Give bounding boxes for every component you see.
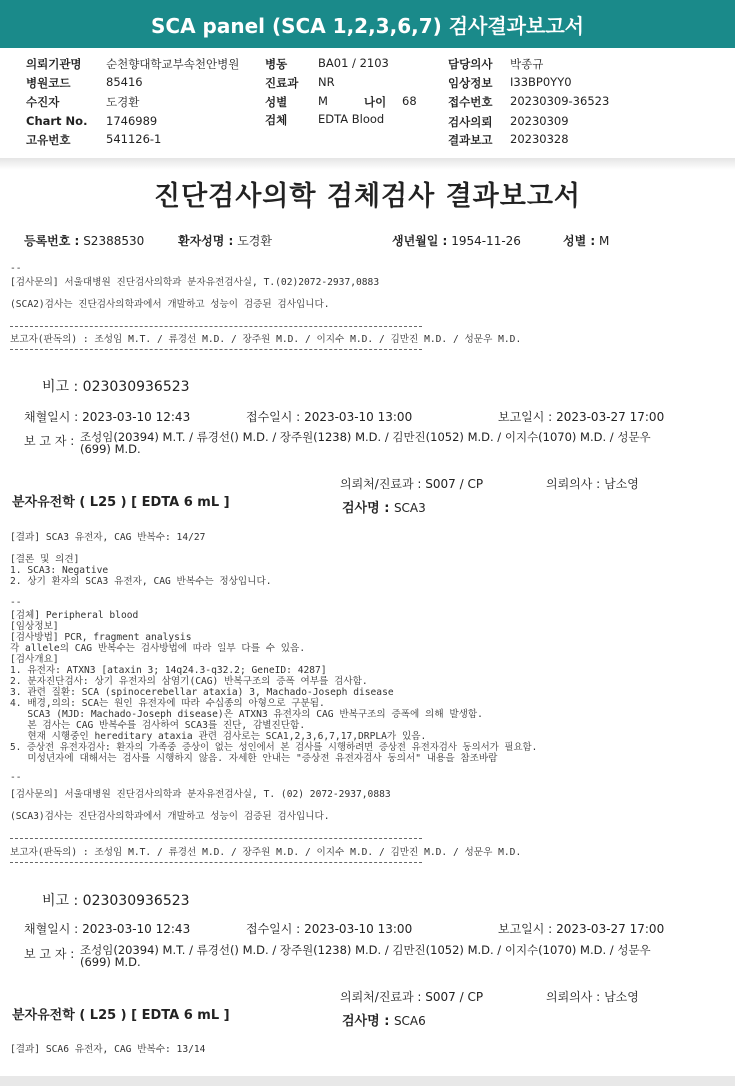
section-title: 분자유전학 ( L25 ) [ EDTA 6 mL ]: [12, 1008, 230, 1023]
separator-dash: --: [10, 772, 22, 783]
chart-label: Chart No.: [26, 114, 88, 128]
banner-title: SCA panel (SCA 1,2,3,6,7) 검사결과보고서: [151, 13, 584, 38]
patient-sex-label: 성별 :: [563, 234, 596, 248]
dashed-rule: [10, 326, 422, 327]
accno-value: 20230309-36523: [510, 94, 610, 108]
patient-sex: [563, 232, 609, 249]
referral-label: 의뢰처/진료과 :: [340, 990, 422, 1004]
reporter-line-1: 조성임(20394) M.T. / 류경선() M.D. / 장주원(1238) M.D. / 김만진(1052) M.D. / 이지수(1070) M.D. / 성문우: [80, 943, 651, 957]
reporter-label: 보 고 자 :: [24, 947, 75, 961]
registration-value: S2388530: [83, 234, 145, 248]
summary-5b: 미성년자에 대해서는 검사를 시행하지 않음. 자세한 안내는 "증상전 유전자검사 동의서" 내용을 참조바람: [10, 753, 498, 764]
page-divider: [0, 158, 735, 170]
dept-value: NR: [318, 75, 335, 89]
doctor-label: 담당의사: [448, 57, 493, 71]
dob-label: 생년월일 :: [392, 234, 448, 248]
patient-label: 수진자: [26, 95, 60, 109]
receive-label: 접수일시 :: [246, 922, 301, 936]
ward-label: 병동: [265, 57, 288, 71]
reporter-line-2: (699) M.D.: [80, 955, 141, 969]
summary-5: 5. 증상전 유전자검사: 환자의 가족중 증상이 없는 성인에서 본 검사를 시행하려면 증상전 유전자검사 동의서가 필요함.: [10, 742, 538, 753]
req-label: 검사의뢰: [448, 115, 493, 129]
hospital-value: 순천향대학교부속천안병원: [106, 57, 240, 71]
refdoc-value: 남소영: [604, 477, 639, 491]
referral: [340, 475, 483, 492]
dashed-rule: [10, 838, 422, 839]
report-time: [498, 408, 664, 425]
specimen-label: 검체: [265, 113, 288, 127]
report-document: [0, 170, 735, 1086]
conclusion-2: 2. 상기 환자의 SCA3 유전자, CAG 반복수는 정상입니다.: [10, 576, 272, 587]
conclusion-1: 1. SCA3: Negative: [10, 565, 109, 576]
report-label: 결과보고: [448, 133, 493, 147]
note: [42, 890, 190, 910]
uid-label: 고유번호: [26, 133, 71, 147]
test-value: SCA3: [393, 501, 426, 515]
patient-name-label: 환자성명 :: [178, 234, 234, 248]
reporter-label: 보 고 자 :: [24, 434, 75, 448]
collect-label: 채혈일시 :: [24, 922, 79, 936]
patient-sex-value: M: [599, 234, 610, 248]
patient-name-value: 도경환: [237, 234, 272, 248]
dob-value: 1954-11-26: [451, 234, 521, 248]
report-time-label: 보고일시 :: [498, 922, 553, 936]
referral-label: 의뢰처/진료과 :: [340, 477, 422, 491]
bottom-edge: [0, 1076, 735, 1086]
summary-3: 3. 관련 질환: SCA (spinocerebellar ataxia) 3, Machado-Joseph disease: [10, 687, 394, 698]
registration-number: [24, 232, 144, 249]
specimen-value: EDTA Blood: [318, 112, 385, 126]
registration-label: 등록번호 :: [24, 234, 80, 248]
date-of-birth: [392, 232, 521, 249]
contact-info: [검사문의] 서울대병원 진단검사의학과 분자유전검사실, T. (02) 2072-2937,0883: [10, 789, 391, 800]
separator-dash: --: [10, 597, 22, 608]
test-label: 검사명 :: [342, 1014, 390, 1029]
note: [42, 376, 190, 396]
hospital-label: 의뢰기관명: [26, 57, 82, 71]
reporters-line: 보고자(판독의) : 조성임 M.T. / 류경선 M.D. / 장주원 M.D. / 이지수 M.D. / 김만진 M.D. / 성문우 M.D.: [10, 847, 522, 858]
age-label: 나이: [364, 95, 387, 109]
code-value: 85416: [106, 75, 143, 89]
document-title: 진단검사의학 검체검사 결과보고서: [153, 181, 582, 212]
sex-label: 성별: [265, 95, 288, 109]
accno-label: 접수번호: [448, 95, 493, 109]
summary-4d: 현재 시행중인 hereditary ataxia 관련 검사로는 SCA1,2,3,6,7,17,DRPLA가 있음.: [10, 731, 427, 742]
age-value: 68: [402, 94, 417, 108]
receive-time: [246, 408, 412, 425]
conclusion-heading: [결론 및 의견]: [10, 554, 80, 565]
referral: [340, 988, 483, 1005]
test-label: 검사명 :: [342, 501, 390, 516]
collect-value: 2023-03-10 12:43: [82, 922, 191, 936]
referral-value: S007 / CP: [425, 477, 484, 491]
receive-value: 2023-03-10 13:00: [304, 922, 413, 936]
chart-value: 1746989: [106, 114, 158, 128]
summary-4: 4. 배경,의의: SCA는 원인 유전자에 따라 수십종의 아형으로 구분됨.: [10, 698, 325, 709]
meta-panel: [0, 50, 735, 159]
refdoc-label: 의뢰의사 :: [546, 990, 601, 1004]
clinical-label: 임상정보: [448, 76, 493, 90]
sex-value: M: [318, 94, 328, 108]
collect-value: 2023-03-10 12:43: [82, 410, 191, 424]
summary-4c: 본 검사는 CAG 반복수를 검사하여 SCA3를 진단, 감별진단함.: [10, 720, 306, 731]
method-note: 각 allele의 CAG 반복수는 검사방법에 따라 일부 다를 수 있음.: [10, 643, 306, 654]
report-value: 20230328: [510, 132, 569, 146]
dashed-rule: [10, 862, 422, 863]
summary-heading: [검사개요]: [10, 654, 59, 665]
result-line: [결과] SCA3 유전자, CAG 반복수: 14/27: [10, 532, 206, 543]
patient-name: [178, 232, 272, 249]
summary-4b: SCA3 (MJD: Machado-Joseph disease)은 ATXN3 유전자의 CAG 반복구조의 증폭에 의해 발생함.: [10, 709, 483, 720]
report-time: [498, 920, 664, 937]
report-banner: [0, 0, 735, 48]
collect-label: 채혈일시 :: [24, 410, 79, 424]
reporters-line: 보고자(판독의) : 조성임 M.T. / 류경선 M.D. / 장주원 M.D. / 이지수 M.D. / 김만진 M.D. / 성문우 M.D.: [10, 334, 522, 345]
test-name: [342, 1010, 426, 1029]
collect-time: [24, 408, 190, 425]
code-label: 병원코드: [26, 76, 71, 90]
summary-2: 2. 분자진단검사: 상기 유전자의 삼염기(CAG) 반복구조의 증폭 여부를 검사함.: [10, 676, 368, 687]
collect-time: [24, 920, 190, 937]
dev-note: (SCA2)검사는 진단검사의학과에서 개발하고 성능이 검증된 검사입니다.: [10, 299, 330, 310]
dev-note: (SCA3)검사는 진단검사의학과에서 개발하고 성능이 검증된 검사입니다.: [10, 811, 330, 822]
section-title: 분자유전학 ( L25 ) [ EDTA 6 mL ]: [12, 495, 230, 510]
dashed-rule: [10, 349, 422, 350]
test-value: SCA6: [393, 1014, 426, 1028]
note-value: 023030936523: [82, 379, 190, 395]
note-label: 비고 :: [42, 379, 79, 395]
note-value: 023030936523: [82, 893, 190, 909]
separator-dash: --: [10, 263, 22, 274]
refdoc-value: 남소영: [604, 990, 639, 1004]
receive-value: 2023-03-10 13:00: [304, 410, 413, 424]
method-line: [검사방법] PCR, fragment analysis: [10, 632, 192, 643]
receive-label: 접수일시 :: [246, 410, 301, 424]
report-time-label: 보고일시 :: [498, 410, 553, 424]
specimen-line: [검체] Peripheral blood: [10, 610, 139, 621]
ward-value: BA01 / 2103: [318, 56, 389, 70]
refdoc-label: 의뢰의사 :: [546, 477, 601, 491]
result-line: [결과] SCA6 유전자, CAG 반복수: 13/14: [10, 1044, 206, 1055]
uid-value: 541126-1: [106, 132, 162, 146]
contact-info: [검사문의] 서울대병원 진단검사의학과 분자유전검사실, T.(02)2072-2937,0883: [10, 277, 380, 288]
req-value: 20230309: [510, 114, 569, 128]
test-name: [342, 497, 426, 516]
referral-value: S007 / CP: [425, 990, 484, 1004]
referring-doctor: [546, 988, 639, 1005]
report-time-value: 2023-03-27 17:00: [556, 410, 665, 424]
doctor-value: 박종규: [510, 57, 544, 71]
patient-value: 도경환: [106, 95, 140, 109]
reporter-line-2: (699) M.D.: [80, 442, 141, 456]
receive-time: [246, 920, 412, 937]
reporter-line-1: 조성임(20394) M.T. / 류경선() M.D. / 장주원(1238) M.D. / 김만진(1052) M.D. / 이지수(1070) M.D. / 성문우: [80, 430, 651, 444]
summary-1: 1. 유전자: ATXN3 [ataxin 3; 14q24.3-q32.2; GeneID: 4287]: [10, 665, 327, 676]
report-time-value: 2023-03-27 17:00: [556, 922, 665, 936]
clinical-line: [임상정보]: [10, 621, 59, 632]
clinical-value: I33BP0YY0: [510, 75, 572, 89]
dept-label: 진료과: [265, 76, 299, 90]
referring-doctor: [546, 475, 639, 492]
note-label: 비고 :: [42, 893, 79, 909]
